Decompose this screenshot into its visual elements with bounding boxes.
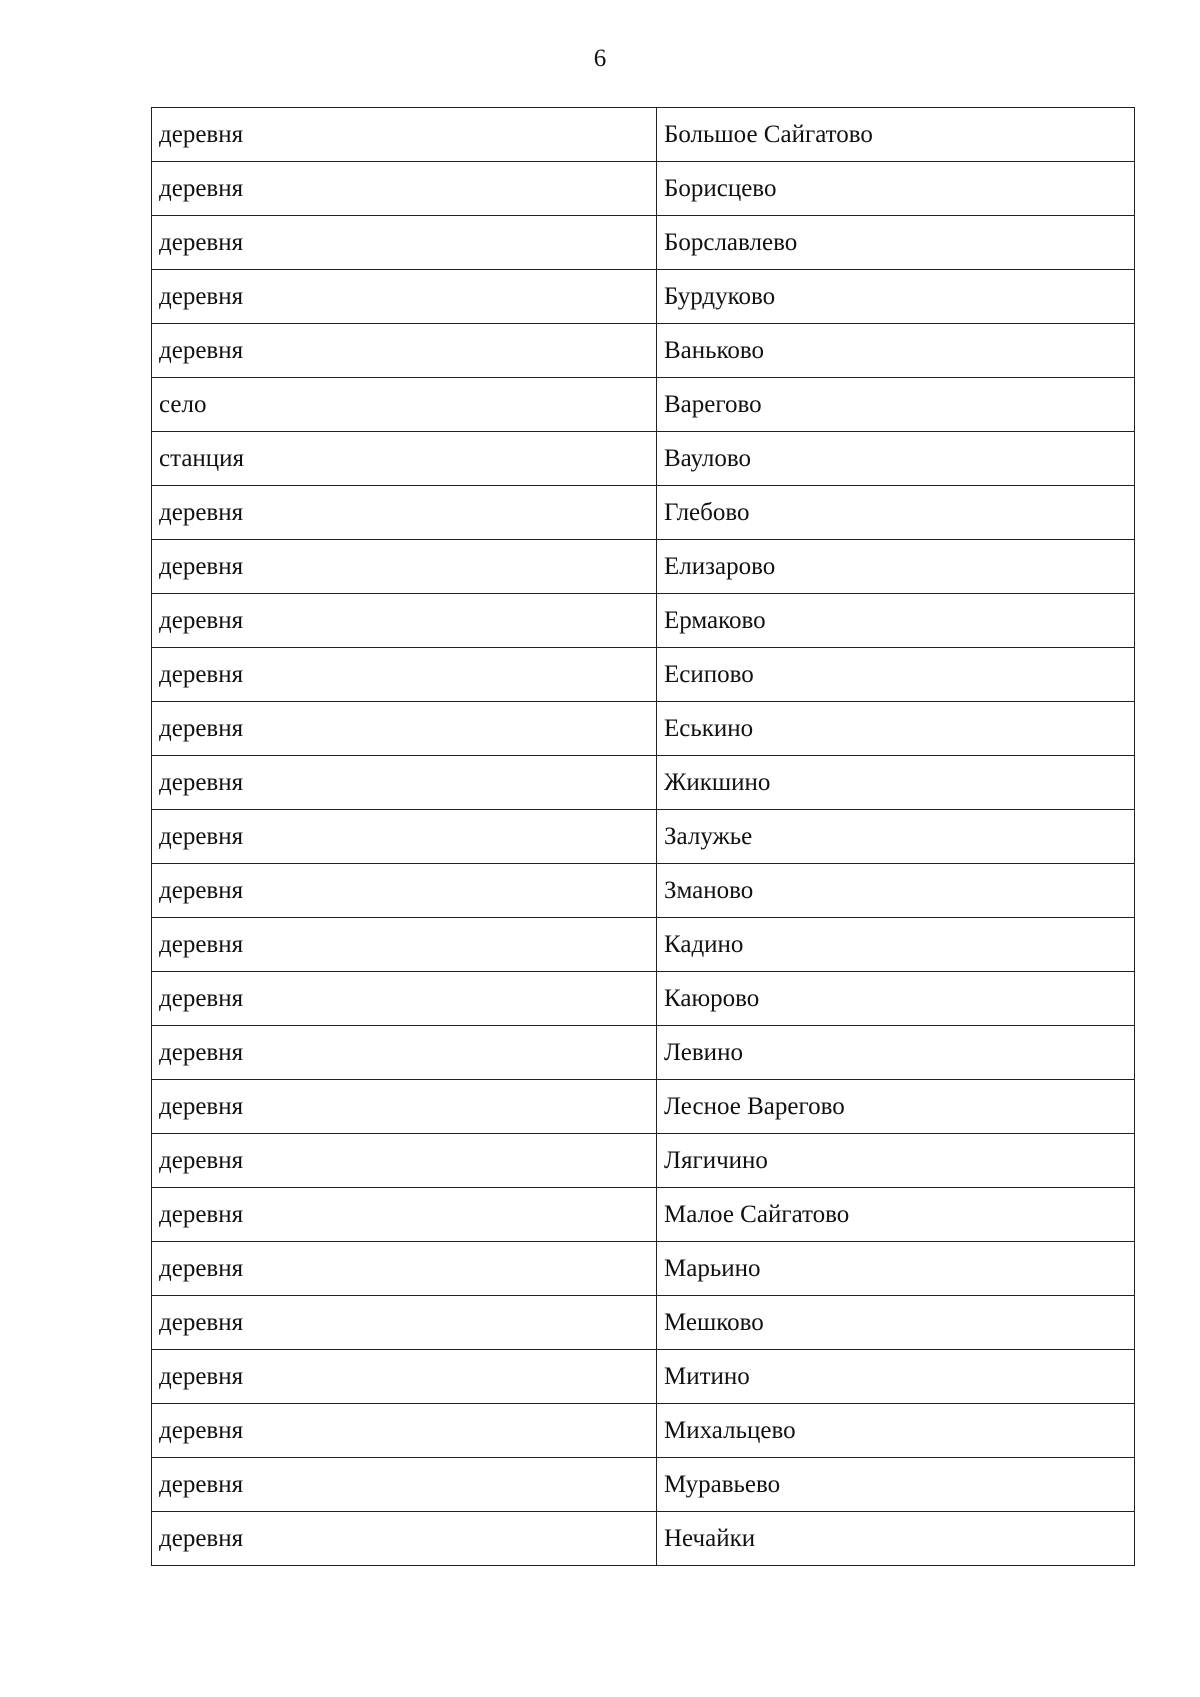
- settlement-type-cell: село: [152, 378, 657, 432]
- settlement-name-cell: Муравьево: [657, 1458, 1135, 1512]
- settlement-type-cell: деревня: [152, 594, 657, 648]
- settlement-name-cell: Варегово: [657, 378, 1135, 432]
- settlement-name-cell: Кадино: [657, 918, 1135, 972]
- settlement-type-cell: деревня: [152, 270, 657, 324]
- settlement-type-cell: деревня: [152, 162, 657, 216]
- settlement-type-cell: деревня: [152, 324, 657, 378]
- table-row: [152, 162, 1135, 216]
- settlement-type-cell: деревня: [152, 1242, 657, 1296]
- table-row: [152, 378, 1135, 432]
- settlement-type-cell: деревня: [152, 864, 657, 918]
- settlement-name-cell: Ермаково: [657, 594, 1135, 648]
- settlement-type-cell: деревня: [152, 216, 657, 270]
- settlement-name-cell: Марьино: [657, 1242, 1135, 1296]
- settlement-name-cell: Есипово: [657, 648, 1135, 702]
- settlement-name-cell: Малое Сайгатово: [657, 1188, 1135, 1242]
- settlement-type-cell: деревня: [152, 702, 657, 756]
- settlement-name-cell: Лесное Варегово: [657, 1080, 1135, 1134]
- settlement-name-cell: Залужье: [657, 810, 1135, 864]
- table-row: [152, 648, 1135, 702]
- settlement-name-cell: Борисцево: [657, 162, 1135, 216]
- table-row: [152, 1404, 1135, 1458]
- settlement-type-cell: деревня: [152, 972, 657, 1026]
- settlement-name-cell: Зманово: [657, 864, 1135, 918]
- table-row: [152, 1080, 1135, 1134]
- table-row: [152, 324, 1135, 378]
- settlement-type-cell: деревня: [152, 1026, 657, 1080]
- table-row: [152, 1458, 1135, 1512]
- table-row: [152, 432, 1135, 486]
- table-row: [152, 216, 1135, 270]
- table-row: [152, 486, 1135, 540]
- table-row: [152, 594, 1135, 648]
- table-row: [152, 1512, 1135, 1566]
- settlement-type-cell: деревня: [152, 1458, 657, 1512]
- settlement-name-cell: Ваньково: [657, 324, 1135, 378]
- settlement-name-cell: Борславлево: [657, 216, 1135, 270]
- table-row: [152, 702, 1135, 756]
- table-row: [152, 1026, 1135, 1080]
- settlement-type-cell: деревня: [152, 1080, 657, 1134]
- settlement-name-cell: Жикшино: [657, 756, 1135, 810]
- settlements-table: [151, 107, 1135, 1566]
- settlement-name-cell: Глебово: [657, 486, 1135, 540]
- settlement-name-cell: Ваулово: [657, 432, 1135, 486]
- settlement-name-cell: Большое Сайгатово: [657, 108, 1135, 162]
- settlement-type-cell: деревня: [152, 108, 657, 162]
- table-row: [152, 108, 1135, 162]
- settlement-name-cell: Митино: [657, 1350, 1135, 1404]
- table-row: [152, 918, 1135, 972]
- table-row: [152, 756, 1135, 810]
- settlement-type-cell: деревня: [152, 1296, 657, 1350]
- settlement-type-cell: деревня: [152, 648, 657, 702]
- settlement-type-cell: станция: [152, 432, 657, 486]
- settlement-name-cell: Каюрово: [657, 972, 1135, 1026]
- settlement-type-cell: деревня: [152, 756, 657, 810]
- table-row: [152, 1134, 1135, 1188]
- settlement-name-cell: Мешково: [657, 1296, 1135, 1350]
- table-row: [152, 1350, 1135, 1404]
- table-row: [152, 810, 1135, 864]
- settlement-name-cell: Елизарово: [657, 540, 1135, 594]
- settlement-type-cell: деревня: [152, 1404, 657, 1458]
- settlement-name-cell: Лягичино: [657, 1134, 1135, 1188]
- settlement-name-cell: Левино: [657, 1026, 1135, 1080]
- table-row: [152, 270, 1135, 324]
- settlement-name-cell: Еськино: [657, 702, 1135, 756]
- table-row: [152, 540, 1135, 594]
- table-row: [152, 1242, 1135, 1296]
- settlement-name-cell: Бурдуково: [657, 270, 1135, 324]
- settlement-type-cell: деревня: [152, 540, 657, 594]
- settlement-type-cell: деревня: [152, 1350, 657, 1404]
- page-number: 6: [593, 45, 607, 72]
- settlement-type-cell: деревня: [152, 486, 657, 540]
- table-row: [152, 1188, 1135, 1242]
- settlement-type-cell: деревня: [152, 1188, 657, 1242]
- settlement-type-cell: деревня: [152, 810, 657, 864]
- settlement-name-cell: Нечайки: [657, 1512, 1135, 1566]
- settlements-table-body: [152, 108, 1135, 1566]
- table-row: [152, 1296, 1135, 1350]
- table-row: [152, 864, 1135, 918]
- settlement-type-cell: деревня: [152, 1512, 657, 1566]
- settlement-name-cell: Михальцево: [657, 1404, 1135, 1458]
- table-row: [152, 972, 1135, 1026]
- settlement-type-cell: деревня: [152, 918, 657, 972]
- settlement-type-cell: деревня: [152, 1134, 657, 1188]
